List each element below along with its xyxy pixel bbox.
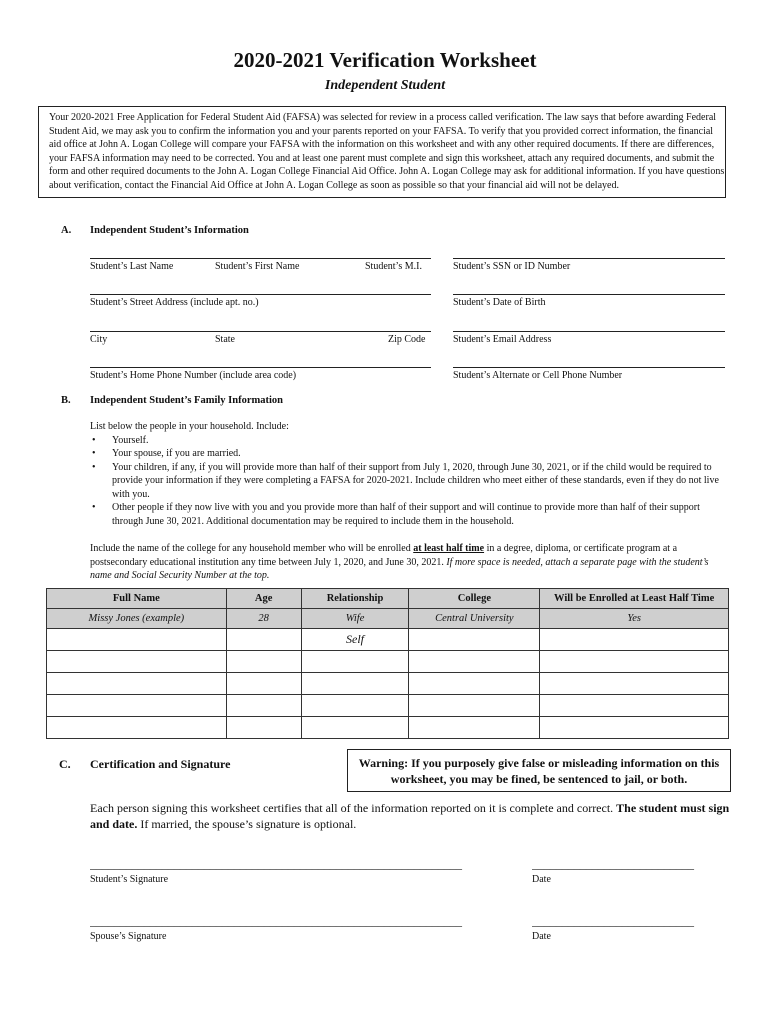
intro-box: Your 2020-2021 Free Application for Federal Student Aid (FAFSA) was selected for review in a process called verification. The law says that before awarding Federal Student Aid, we may ask you to confirm the information you and your parents reported on your FAFSA. To verify that you provided correct information, the financial aid office at John A. Logan College will compare your FAFSA with the information on this worksheet and with any other required documents. If there are differences, your FAFSA information may need to be corrected. You and at least one parent must complete and sign this worksheet, attach any required documents, and submit the form and other required documents to the John A. Logan College Financial Aid Office. John A. Logan College may ask for additional information. If you have questions about verification, contact the Financial Aid Office at John A. Logan College as soon as possible so that your financial aid will not be delayed. (38, 106, 726, 198)
household-list (90, 420, 730, 528)
table-row[interactable] (47, 717, 729, 739)
section-c-title: Certification and Signature (90, 757, 231, 771)
table-row[interactable] (47, 695, 729, 717)
bullet-icon: • (92, 434, 96, 446)
street-line[interactable] (90, 294, 431, 295)
email-line[interactable] (453, 331, 725, 332)
list-intro: List below the people in your household. Include: (90, 421, 289, 432)
alt-phone-line[interactable] (453, 367, 725, 368)
college-note: Include the name of the college for any household member who will be enrolled at least half time in a degree, diploma, or certificate program at a postsecondary educational institution any time between July 1, 2020, and June 30, 2021. If more space is needed, attach a separate page with the student’s name and Social Security Number at the top. (90, 543, 709, 581)
street-label: Student’s Street Address (include apt. no.) (90, 297, 259, 308)
list-item: • Yourself. (92, 434, 149, 446)
student-date-line[interactable]: ___________________________ (532, 857, 694, 871)
example-row: Missy Jones (example) 28 Wife Central University Yes (47, 609, 729, 629)
bullet-icon: • (92, 461, 96, 473)
name-line[interactable] (90, 258, 431, 259)
spouse-signature-label: Spouse’s Signature (90, 931, 167, 942)
col-full-name: Full Name (47, 589, 227, 609)
spouse-date-label: Date (532, 931, 551, 942)
city-label: City (90, 334, 108, 345)
dob-label: Student’s Date of Birth (453, 297, 546, 308)
self-cell: Self (301, 629, 409, 651)
student-signature-line[interactable]: ______________________________________________________________ (90, 857, 462, 871)
page-subtitle: Independent Student (324, 78, 446, 93)
mi-label: Student’s M.I. (365, 261, 422, 272)
student-signature-label: Student’s Signature (90, 874, 169, 885)
col-half-time: Will be Enrolled at Least Half Time (540, 589, 729, 609)
alt-phone-label: Student’s Alternate or Cell Phone Number (453, 370, 623, 381)
dob-line[interactable] (453, 294, 725, 295)
zip-label: Zip Code (388, 334, 426, 345)
list-item: • Your spouse, if you are married. (92, 448, 241, 459)
ssn-label: Student’s SSN or ID Number (453, 261, 571, 272)
table-row[interactable] (47, 651, 729, 673)
household-table (46, 588, 729, 739)
section-b-letter: B. (61, 395, 71, 406)
first-name-label: Student’s First Name (215, 261, 300, 272)
page-title: 2020-2021 Verification Worksheet (233, 48, 537, 72)
section-a-title: Independent Student’s Information (90, 225, 249, 236)
home-phone-label: Student’s Home Phone Number (include area code) (90, 370, 297, 381)
table-row[interactable] (47, 673, 729, 695)
warning-box: Warning: If you purposely give false or misleading information on this worksheet, you may be fined, be sentenced to jail, or both. (347, 749, 731, 792)
col-college: College (409, 589, 540, 609)
half-time-emphasis: at least half time (413, 543, 485, 554)
certification-text: Each person signing this worksheet certifies that all of the information reported on it is complete and correct. The student must sign and date. If married, the spouse’s signature is optional. (90, 801, 730, 831)
list-item: • Other people if they now live with you and you provide more than half of their support and will continue to provide more than half of their support through June 30, 2021. Additional documentation may be required to include them in the household. (92, 502, 700, 527)
table-header-row (47, 589, 729, 609)
spouse-signature-line[interactable]: ______________________________________________________________ (90, 914, 462, 928)
col-age: Age (226, 589, 301, 609)
list-item: • Your children, if any, if you will provide more than half of their support from July 1, 2020, through June 30, 2021, or if the child would be required to provide your information if they were completing a FAFSA for 2020-2021. Include children who meet either of these standards, even if they do not live with you. (92, 461, 719, 500)
email-label: Student’s Email Address (453, 334, 552, 345)
bullet-icon: • (92, 448, 96, 459)
section-c-letter: C. (59, 757, 71, 771)
spouse-date-line[interactable]: ___________________________ (532, 914, 694, 928)
section-b-title: Independent Student’s Family Information (90, 395, 284, 406)
last-name-label: Student’s Last Name (90, 261, 174, 272)
bullet-icon: • (92, 502, 96, 513)
table-row[interactable] (47, 629, 729, 651)
state-label: State (215, 334, 235, 345)
student-date-label: Date (532, 874, 551, 885)
section-a-letter: A. (61, 225, 72, 236)
col-relationship: Relationship (301, 589, 409, 609)
city-line[interactable] (90, 331, 431, 332)
home-phone-line[interactable] (90, 367, 431, 368)
ssn-line[interactable] (453, 258, 725, 259)
